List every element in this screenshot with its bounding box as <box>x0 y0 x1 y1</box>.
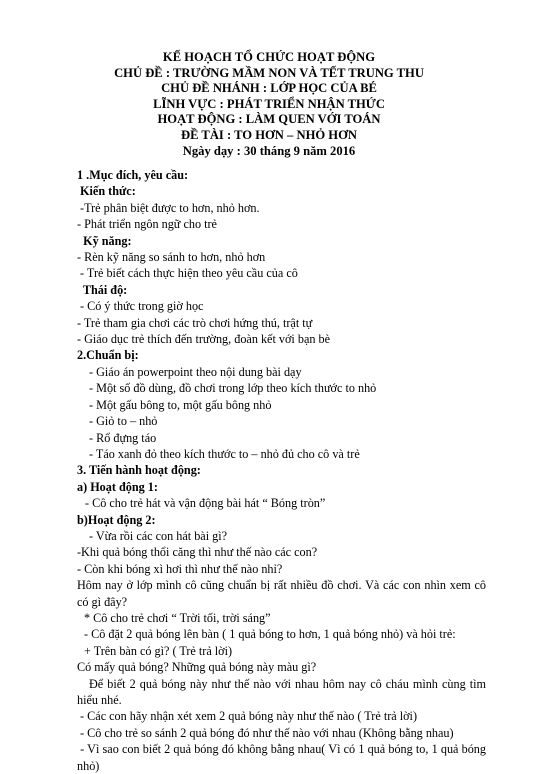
body-line: - Cô cho trẻ hát và vận động bài hát “ Bóng tròn” <box>85 496 326 511</box>
body-line: Có mấy quả bóng? Những quả bóng này màu gì? <box>77 660 317 675</box>
section-heading-procedure: 3. Tiến hành hoạt động: <box>77 463 201 478</box>
body-line: - Trẻ tham gia chơi các trò chơi hứng thú, trật tự <box>77 315 313 330</box>
body-paragraph: Để biết 2 quả bóng này như thế nào với nhau hôm nay cô cháu mình cùng tìm hiểu nhé. <box>77 676 486 707</box>
body-line: - Các con hãy nhận xét xem 2 quả bóng này như thế nào ( Trẻ trả lời) <box>77 709 417 724</box>
lesson-plan-header <box>0 50 538 159</box>
body-line: - Có ý thức trong giờ học <box>77 299 204 314</box>
body-line: -Khi quả bóng thổi căng thì như thế nào các con? <box>77 545 318 560</box>
list-item: - Giáo án powerpoint theo nội dung bài dạy <box>89 364 302 379</box>
body-paragraph: Hôm nay ở lớp mình cô cũng chuẩn bị rất nhiều đồ chơi. Và các con nhìn xem cô có gì đây? <box>77 578 486 609</box>
body-line: - Vừa rồi các con hát bài gì? <box>89 528 228 543</box>
lesson-plan-body <box>77 167 490 774</box>
body-line: -Trẻ phân biệt được to hơn, nhỏ hơn. <box>77 200 260 215</box>
subheading-activity-1: a) Hoạt động 1: <box>77 479 158 494</box>
list-item: - Táo xanh đỏ theo kích thước to – nhỏ đủ cho cô và trẻ <box>89 446 360 461</box>
body-line: - Phát triển ngôn ngữ cho trẻ <box>77 217 217 232</box>
list-item: - Một gấu bông to, một gấu bông nhỏ <box>89 397 272 412</box>
body-line: - Trẻ biết cách thực hiện theo yêu cầu của cô <box>77 266 298 281</box>
subheading-attitude: Thái độ: <box>77 282 128 297</box>
header-title: KẾ HOẠCH TỔ CHỨC HOẠT ĐỘNG <box>162 50 376 64</box>
body-line: - Còn khi bóng xì hơi thì như thế nào nhỉ? <box>77 561 283 576</box>
subheading-knowledge: Kiến thức: <box>77 184 136 199</box>
header-activity: HOẠT ĐỘNG : LÀM QUEN VỚI TOÁN <box>157 112 381 127</box>
body-line: - Giáo dục trẻ thích đến trường, đoàn kết với bạn bè <box>77 332 331 347</box>
body-paragraph: - Vì sao con biết 2 quả bóng đó không bằng nhau( Vì có 1 quả bóng to, 1 quả bóng nhỏ) <box>77 742 490 773</box>
list-item: - Rổ đựng táo <box>89 430 157 445</box>
section-heading-preparation: 2.Chuẩn bị: <box>77 348 139 363</box>
header-field: LĨNH VỰC : PHÁT TRIỂN NHẬN THỨC <box>153 96 385 111</box>
list-item: - Giỏ to – nhỏ <box>89 414 158 429</box>
body-line: - Cô đặt 2 quả bóng lên bàn ( 1 quả bóng to hơn, 1 quả bóng nhỏ) và hỏi trẻ: <box>84 627 456 642</box>
subheading-skills: Kỹ năng: <box>77 233 132 248</box>
list-item: - Một số đồ dùng, đồ chơi trong lớp theo kích thước to nhỏ <box>89 381 377 396</box>
header-topic: ĐỀ TÀI : TO HƠN – NHỎ HƠN <box>181 127 357 142</box>
header-date: Ngày dạy : 30 tháng 9 năm 2016 <box>182 143 356 158</box>
header-theme: CHỦ ĐỀ : TRƯỜNG MẦM NON VÀ TẾT TRUNG THU <box>114 65 424 80</box>
section-heading-purpose: 1 .Mục đích, yêu cầu: <box>77 168 189 182</box>
body-line: * Cô cho trẻ chơi “ Trời tối, trời sáng” <box>84 610 271 625</box>
header-subtheme: CHỦ ĐỀ NHÁNH : LỚP HỌC CỦA BÉ <box>161 81 377 96</box>
subheading-activity-2: b)Hoạt động 2: <box>77 512 156 527</box>
body-line: + Trên bàn có gì? ( Trẻ trả lời) <box>84 643 233 658</box>
body-line: - Cô cho trẻ so sánh 2 quả bóng đó như thế nào với nhau (Không bằng nhau) <box>77 725 454 740</box>
body-line: - Rèn kỹ năng so sánh to hơn, nhỏ hơn <box>77 250 266 265</box>
